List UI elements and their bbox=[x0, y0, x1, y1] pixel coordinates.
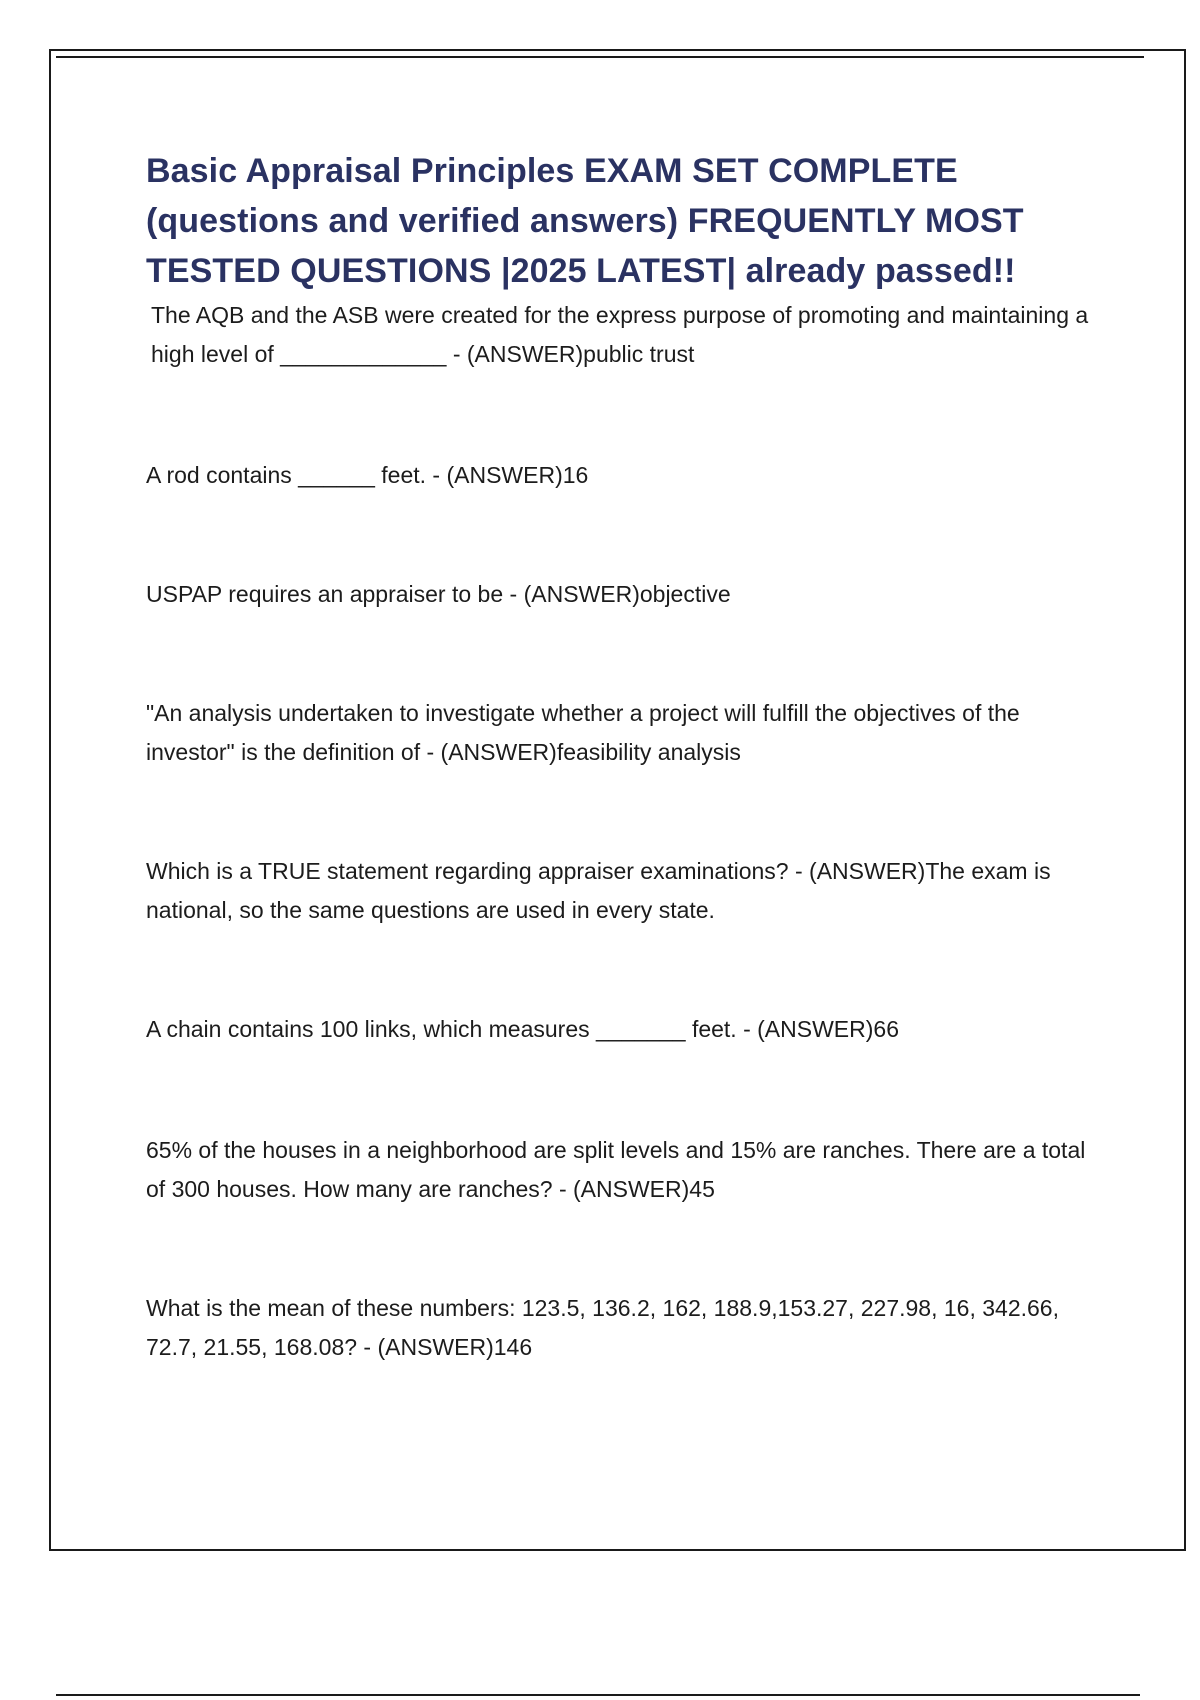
qa-item bbox=[146, 456, 1096, 495]
answer-label: (ANSWER) bbox=[377, 1334, 494, 1360]
qa-item bbox=[146, 852, 1096, 930]
answer-text: 16 bbox=[562, 462, 589, 488]
answer-label: (ANSWER) bbox=[440, 739, 557, 765]
bottom-rule bbox=[56, 1694, 1140, 1696]
answer-label: (ANSWER) bbox=[523, 581, 640, 607]
document-content bbox=[146, 146, 1096, 1367]
answer-label: (ANSWER) bbox=[446, 462, 563, 488]
question-text: 65% of the houses in a neighborhood are split levels and 15% are ranches. There are a total of 300 houses. How many are ranches? - bbox=[146, 1137, 1086, 1202]
qa-item bbox=[146, 1289, 1096, 1367]
answer-text: 45 bbox=[689, 1176, 715, 1202]
answer-label: (ANSWER) bbox=[573, 1176, 690, 1202]
answer-label: (ANSWER) bbox=[757, 1016, 874, 1042]
answer-text: 146 bbox=[493, 1334, 533, 1360]
qa-item bbox=[146, 694, 1096, 772]
answer-label: (ANSWER) bbox=[809, 858, 926, 884]
qa-item bbox=[146, 296, 1096, 374]
question-text: A chain contains 100 links, which measures _______ feet. - bbox=[146, 1016, 751, 1042]
question-text: Which is a TRUE statement regarding appraiser examinations? - bbox=[146, 858, 803, 884]
qa-item bbox=[146, 1131, 1096, 1209]
question-text: USPAP requires an appraiser to be - bbox=[146, 581, 518, 607]
qa-item bbox=[146, 575, 1096, 614]
document-title: Basic Appraisal Principles EXAM SET COMPLETE (questions and verified answers) FREQUENTLY MOST TESTED QUESTIONS |2025 LATEST| already passed!! bbox=[146, 152, 1024, 290]
answer-text: feasibility analysis bbox=[556, 739, 741, 765]
answer-label: (ANSWER) bbox=[466, 341, 584, 367]
qa-item bbox=[146, 1010, 1096, 1049]
answer-text: The exam is national, so the same questions are used in every state. bbox=[146, 858, 1057, 923]
answer-text: 66 bbox=[873, 1016, 900, 1042]
answer-text: objective bbox=[639, 581, 731, 607]
question-text: What is the mean of these numbers: 123.5, 136.2, 162, 188.9,153.27, 227.98, 16, 342.66, 72.7, 21.55, 168.08? - bbox=[146, 1295, 1059, 1360]
question-text: The AQB and the ASB were created for the express purpose of promoting and maintaining a high level of _____________ - bbox=[151, 302, 1089, 367]
question-text: "An analysis undertaken to investigate whether a project will fulfill the objectives of the investor" is the definition of - bbox=[146, 700, 1020, 765]
question-text: A rod contains ______ feet. - bbox=[146, 462, 441, 488]
answer-text: public trust bbox=[583, 341, 695, 367]
